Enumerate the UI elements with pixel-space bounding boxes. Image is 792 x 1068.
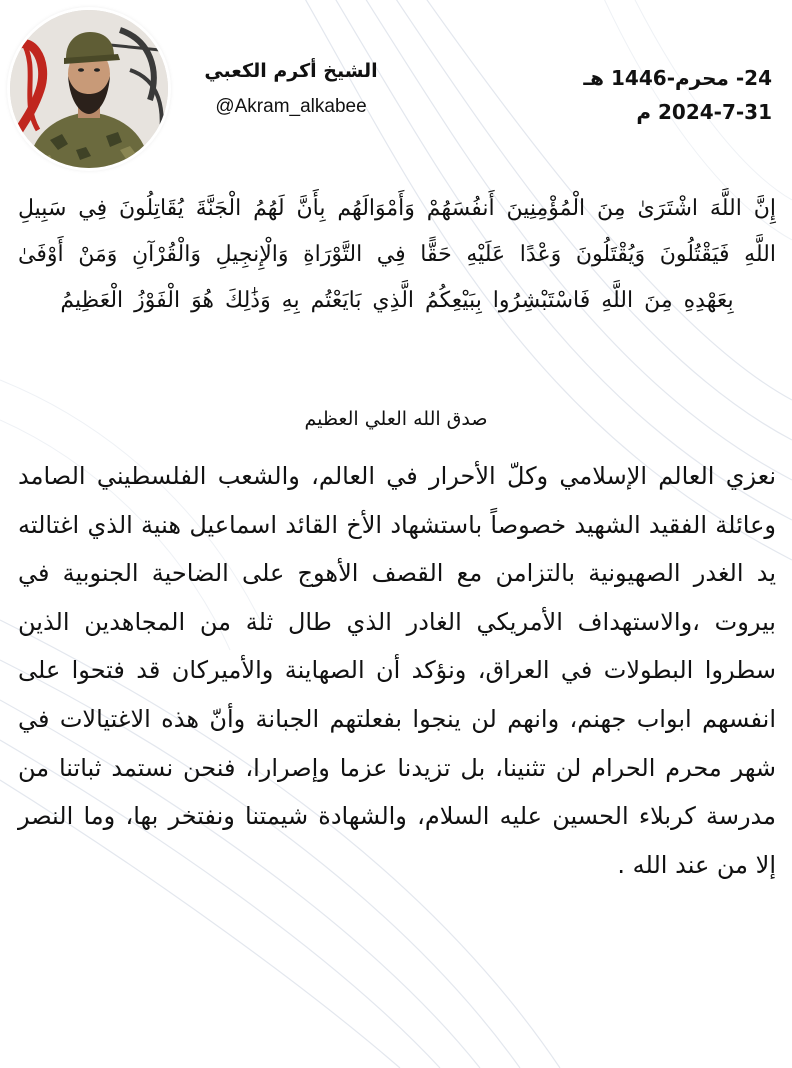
date-gregorian: 2024-7-31 م [636,100,772,124]
verse-closing: صدق الله العلي العظيم [304,408,488,430]
statement-body: نعزي العالم الإسلامي وكلّ الأحرار في العالم، والشعب الفلسطيني الصامد وعائلة الفقيد الشهيد خصوصاً باستشهاد الأخ القائد اسماعيل هنية الذي اغتالته يد الغدر الصهيونية بالتزامن مع القصف الأهوج على الضاحية الجنوبية في بيروت ،والاستهداف الأمريكي الغادر الذي طال ثلة من المجاهدين الذين سطروا البطولات في العراق، ونؤكد أن الصهاينة والأميركان قد فتحوا على انفسهم ابواب جهنم، وانهم لن ينجوا بفعلتهم الجبانة وأنّ هذه الاغتيالات في شهر محرم الحرام لن تثنينا، بل تزيدنا عزما وإصرارا، فنحن نستمد ثباتنا من مدرسة كربلاء الحسين عليه السلام، والشهادة شيمتنا ونفتخر بها، وما النصر إلا من عند الله . [18,462,776,879]
author-name: الشيخ أكرم الكعبي [204,60,378,82]
author-handle[interactable]: @Akram_alkabee [215,96,367,117]
quran-verse: إِنَّ اللَّهَ اشْتَرَىٰ مِنَ الْمُؤْمِنِينَ أَنفُسَهُمْ وَأَمْوَالَهُم بِأَنَّ لَهُمُ الْجَنَّةَ يُقَاتِلُونَ فِي سَبِيلِ اللَّهِ فَيَقْتُلُونَ وَيُقْتَلُونَ وَعْدًا عَلَيْهِ حَقًّا فِي التَّوْرَاةِ وَالْإِنجِيلِ وَالْقُرْآنِ وَمَنْ أَوْفَىٰ بِعَهْدِهِ مِنَ اللَّهِ فَاسْتَبْشِرُوا بِبَيْعِكُمُ الَّذِي بَايَعْتُم بِهِ وَذَٰلِكَ هُوَ الْفَوْزُ الْعَظِيمُ [18,196,776,313]
avatar[interactable] [10,10,168,168]
date-hijri: 24- محرم-1446 هـ [583,66,772,90]
post-header [0,0,792,170]
